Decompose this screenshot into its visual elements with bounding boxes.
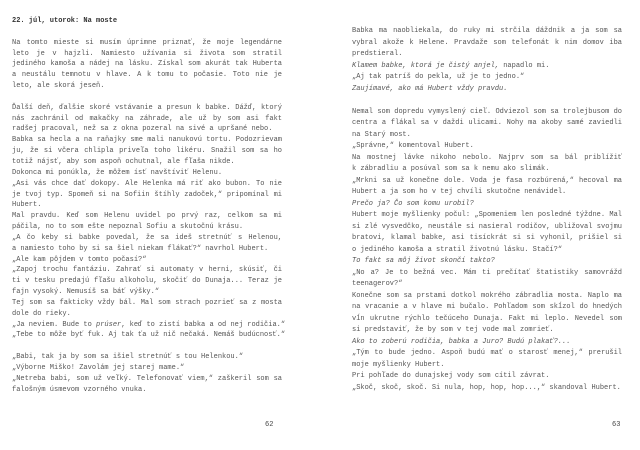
- line-content: [352, 302, 622, 314]
- line-content: [352, 245, 562, 257]
- line-content: [352, 348, 622, 360]
- right-page-body: [352, 26, 622, 394]
- text-segment: Hubert moje myšlienky počul: „Spomeniem len posledné týždne. Mal: [352, 211, 622, 219]
- line-content: [12, 233, 282, 244]
- text-segment: je tvoj typ. Spomeň si na Sofiin štíhly zadoček,“ pripomínal mi: [12, 190, 282, 199]
- text-segment: Ďalší deň, ďalšie skoré vstávanie a presun k babke. Dážď, ktorý: [12, 103, 282, 112]
- line-content: [352, 84, 507, 96]
- text-line: [12, 124, 282, 135]
- blank-line: [12, 92, 282, 103]
- text-line: [12, 59, 282, 70]
- italic-text: Prečo ja? Čo som komu urobil?: [352, 199, 474, 208]
- line-content: [12, 200, 41, 211]
- text-line: [12, 135, 282, 146]
- text-segment: „Ale kam pôjdem v tomto počasí?“: [12, 255, 147, 264]
- italic-text: To fakt sa môj život skončí takto?: [352, 257, 495, 265]
- text-segment: radšej pracoval, než sa z okna pozeral na sivé a upršané nebo.: [12, 125, 273, 134]
- text-segment: Hubert.: [12, 201, 42, 210]
- line-content: [352, 210, 622, 222]
- page-number: 62: [265, 421, 274, 429]
- text-segment: , keď to zistí babka a od nej rodičia.“: [121, 320, 286, 329]
- text-line: [12, 287, 282, 298]
- line-content: [12, 146, 282, 157]
- italic-text: prúser: [96, 320, 122, 329]
- text-segment: „Tým to bude jedno. Aspoň budú mať o starosť menej,“ prerušil: [352, 349, 622, 357]
- line-content: [12, 103, 282, 114]
- text-line: [352, 371, 622, 383]
- text-segment: a namiesto toho by si sa šiel niekam flákať?“ navrhol Hubert.: [12, 244, 269, 253]
- text-segment: falošným úsmevom vzorného vnuka.: [12, 385, 147, 394]
- text-segment: a neustálu temnotu v hlave. A k tomu to počasie. Toto nie je: [12, 71, 282, 80]
- text-segment: Dokonca mi ponúkla, že môžem ísť navštíviť Helenu.: [12, 168, 223, 177]
- text-segment: „Babi, tak ja by som sa išiel stretnúť s tou Helenkou.“: [12, 353, 244, 362]
- blank-line: [352, 95, 622, 107]
- line-content: [352, 130, 411, 142]
- text-segment: leto je v hajzli. Namiesto užívania si života som stratil: [12, 49, 282, 58]
- text-line: [352, 176, 622, 188]
- line-content: [12, 81, 104, 92]
- line-content: [352, 360, 444, 372]
- text-segment: na Starý most.: [352, 130, 411, 139]
- text-segment: „Ja neviem. Bude to: [12, 320, 97, 329]
- line-content: [12, 157, 235, 168]
- line-content: [352, 233, 622, 245]
- text-segment: predstieral.: [352, 50, 403, 58]
- line-content: [12, 135, 282, 146]
- text-segment: Pri pohľade do dunajskej vody som cítil závrat.: [352, 372, 550, 380]
- line-content: [12, 330, 285, 341]
- text-segment: jediného kamoša a nádej na lásku. Získal som akurát tak Huberta: [12, 60, 282, 69]
- text-segment: si zlé vysvedčko, neustále si nasieral rodičov, ubližoval svojmu: [352, 222, 622, 231]
- text-line: [352, 245, 622, 257]
- text-line: [12, 168, 282, 179]
- text-line: [12, 374, 282, 385]
- line-content: [12, 255, 146, 266]
- text-line: [352, 187, 622, 199]
- text-segment: Konečne som sa prstami dotkol mokrého zábradlia mosta. Naplo ma: [352, 291, 622, 300]
- text-line: [12, 146, 282, 157]
- line-content: [12, 222, 243, 233]
- text-line: [352, 360, 622, 372]
- text-line: [352, 279, 622, 291]
- line-content: [12, 38, 282, 49]
- italic-text: Ako to zoberú rodičia, babka a Juro? Budú plakať?...: [352, 337, 571, 346]
- text-segment: centra a flákal sa v daždi ulicami. Nohy ma akoby samé zaviedli: [352, 119, 622, 127]
- line-content: [352, 153, 622, 165]
- line-content: [12, 211, 282, 222]
- text-line: [12, 70, 282, 81]
- line-content: [352, 61, 549, 73]
- text-segment: Nemal som dopredu vymyslený cieľ. Odviezol som sa trolejbusom do: [352, 107, 622, 116]
- line-content: [12, 374, 282, 385]
- text-line: [352, 26, 622, 38]
- line-content: [352, 141, 474, 153]
- text-line: [352, 72, 622, 84]
- text-segment: Babka sa hecla a na raňajky sme mali nanukovú tortu. Podozrievam: [12, 136, 282, 145]
- text-line: [12, 255, 282, 266]
- line-content: [352, 107, 622, 119]
- text-segment: ju, že si včera chlipla priveľa toho likéru. Snažil som sa ho: [12, 147, 282, 156]
- text-line: [352, 383, 622, 395]
- text-segment: „A čo keby si babke povedal, že sa ideš stretnúť s Helenou,: [12, 233, 282, 242]
- text-line: [352, 141, 622, 153]
- text-line: [352, 337, 622, 349]
- text-line: [12, 222, 282, 233]
- text-segment: si predstaviť, že by som v tej vode mal zomrieť.: [352, 326, 554, 334]
- text-line: [12, 190, 282, 201]
- left-page-body: [12, 27, 286, 396]
- text-line: [352, 222, 622, 234]
- text-line: [12, 157, 282, 168]
- text-line: [352, 38, 622, 50]
- text-line: [352, 314, 622, 326]
- text-line: [352, 164, 622, 176]
- line-content: [12, 49, 282, 60]
- text-line: [12, 385, 282, 396]
- text-line: [352, 325, 622, 337]
- line-content: [12, 385, 146, 396]
- text-line: [12, 114, 282, 125]
- text-segment: „Aj tak patríš do pekla, už je to jedno.“: [352, 73, 525, 81]
- text-line: [12, 330, 286, 341]
- line-content: [12, 309, 71, 320]
- text-line: [352, 118, 622, 130]
- text-segment: teenagerov?“: [352, 280, 403, 288]
- text-line: [352, 84, 622, 96]
- text-segment: dole do rieky.: [12, 309, 71, 318]
- right-page: [320, 0, 640, 450]
- line-content: [352, 256, 495, 268]
- line-content: [12, 352, 243, 363]
- text-line: [352, 107, 622, 119]
- text-line: [352, 153, 622, 165]
- line-content: [352, 383, 621, 395]
- text-line: [352, 302, 622, 314]
- text-segment: Na tomto mieste si musím úprimne priznať, že moje legendárne: [12, 38, 282, 47]
- line-content: [352, 118, 622, 130]
- line-content: [12, 124, 272, 135]
- text-line: [12, 179, 282, 190]
- text-line: [12, 200, 282, 211]
- text-line: [12, 244, 282, 255]
- text-segment: „Mrkni sa už konečne dole. Voda je fasa rozbúrená,“ hecoval ma: [352, 176, 622, 185]
- text-line: [12, 320, 286, 331]
- text-segment: Na mostnej lávke nikoho nebolo. Najprv som sa bál priblížiť: [352, 153, 622, 162]
- text-line: [352, 49, 622, 61]
- line-content: [12, 168, 222, 179]
- text-segment: nás zachránil od makačky na záhrade, ale už by som asi fakt: [12, 114, 282, 123]
- text-line: [12, 81, 282, 92]
- text-line: [352, 210, 622, 222]
- text-line: [12, 265, 282, 276]
- line-content: [12, 114, 282, 125]
- line-content: [352, 314, 622, 326]
- line-content: [12, 298, 282, 309]
- line-content: [352, 291, 622, 303]
- line-content: [12, 320, 285, 331]
- line-content: [12, 70, 282, 81]
- text-line: [352, 233, 622, 245]
- chapter-title: 22. júl, utorok: Na moste: [12, 17, 118, 25]
- text-segment: vybral akože k Helene. Pravdaže som telefonát k nim domov iba: [352, 38, 622, 47]
- line-content: [12, 179, 282, 190]
- text-line: [352, 199, 622, 211]
- line-content: [352, 371, 549, 383]
- text-segment: „Zapoj trochu fantáziu. Zahrať si automaty v herni, skúsiť, či: [12, 266, 282, 275]
- right-page-text: [352, 26, 622, 394]
- text-segment: totiž nájsť, aby som aspoň ochutnal, ale fľaša nikde.: [12, 157, 235, 166]
- line-content: [352, 337, 570, 349]
- text-segment: „No a? Je to bežná vec. Mám ti prečítať štatistiky samovrážd: [352, 268, 622, 277]
- text-line: [352, 291, 622, 303]
- text-line: [352, 61, 622, 73]
- text-line: [12, 276, 282, 287]
- text-line: [12, 363, 282, 374]
- text-segment: o jediného kamoša a stratil životnú lásku. Stačí?“: [352, 245, 563, 254]
- line-content: [352, 164, 549, 176]
- text-line: [352, 348, 622, 360]
- text-segment: „Tebe to môže byť fuk. Aj tak ťa už nič nečaká. Nemáš budúcnosť.“: [12, 331, 286, 340]
- line-content: [12, 287, 159, 298]
- text-segment: fajn vysoký. Nemusíš sa báť výšky.“: [12, 288, 160, 297]
- italic-text: Klamem babke, ktorá je čistý anjel,: [352, 61, 500, 70]
- text-line: [12, 49, 282, 60]
- page-number: 63: [612, 421, 621, 429]
- line-content: [352, 222, 622, 234]
- line-content: [12, 363, 184, 374]
- text-line: [12, 211, 282, 222]
- line-content: [352, 325, 554, 337]
- line-content: [12, 244, 268, 255]
- blank-line: [12, 341, 282, 352]
- text-line: [12, 103, 282, 114]
- text-segment: „Asi vás chce dať dokopy. Ale Helenka má riť ako bubon. To nie: [12, 179, 282, 188]
- text-segment: na vracanie a v hlave mi bučalo. Pohľadom som skĺzol do hnedých: [352, 303, 622, 311]
- text-segment: leto, ale skorá jeseň.: [12, 82, 105, 91]
- text-segment: „Netreba babi, som už veľký. Telefonovať viem,“ zaškeril som sa: [12, 374, 282, 383]
- line-content: [352, 187, 566, 199]
- text-line: [352, 268, 622, 280]
- text-line: [12, 298, 282, 309]
- text-line: [12, 309, 282, 320]
- text-segment: Tej som sa fakticky vždy bál. Mal som strach pozrieť sa z mosta: [12, 298, 282, 307]
- line-content: [352, 176, 622, 188]
- text-segment: Mal pravdu. Keď som Helenu uvidel po prvý raz, celkom sa mi: [12, 212, 282, 221]
- line-content: [12, 59, 282, 70]
- line-content: [12, 276, 282, 287]
- text-segment: bratovi, klamal babke, asi tisíckrát si si vyhonil, prišiel si: [352, 234, 622, 242]
- text-line: [12, 352, 282, 363]
- text-segment: napadlo mi.: [499, 61, 550, 70]
- text-line: [352, 256, 622, 268]
- text-segment: Babka ma naobliekala, do ruky mi strčila dáždnik a ja som sa: [352, 27, 622, 35]
- text-segment: „Skoč, skoč, skoč. Si nula, hop, hop, hop...,“ skandoval Hubert.: [352, 383, 621, 392]
- text-segment: moje myšlienky Hubert.: [352, 360, 445, 369]
- line-content: [352, 26, 622, 38]
- line-content: [12, 265, 282, 276]
- line-content: [352, 72, 524, 84]
- line-content: [352, 268, 622, 280]
- text-segment: „Výborne Miško! Zavolám jej starej mame.“: [12, 364, 185, 372]
- left-page-text: [12, 16, 286, 396]
- text-segment: páčila, no to som ešte nepoznal Sofiu a skutočnú krásu.: [12, 223, 244, 232]
- text-segment: ti v tesku predajú fľašu alkoholu, skočiť do Dunaja... Teraz je: [12, 277, 282, 286]
- line-content: [352, 199, 474, 211]
- line-content: [352, 38, 622, 50]
- text-segment: vĺn ukrutne rýchlo tečúceho Dunaja. Fakt mi leplo. Nevedel som: [352, 314, 622, 323]
- line-content: [352, 279, 402, 291]
- line-content: [352, 49, 402, 61]
- italic-text: Zaujímavé, ako má Hubert vždy pravdu.: [352, 84, 508, 93]
- text-segment: Hubert a ja som ho v tej chvíli skutočne nenávidel.: [352, 188, 567, 196]
- line-content: [12, 190, 282, 201]
- text-segment: k zábradliu a posúval som sa k nemu ako slimák.: [352, 165, 550, 173]
- text-line: [352, 130, 622, 142]
- text-segment: „Správne,“ komentoval Hubert.: [352, 142, 474, 150]
- blank-line: [12, 27, 282, 38]
- text-line: [12, 233, 282, 244]
- text-line: [12, 38, 282, 49]
